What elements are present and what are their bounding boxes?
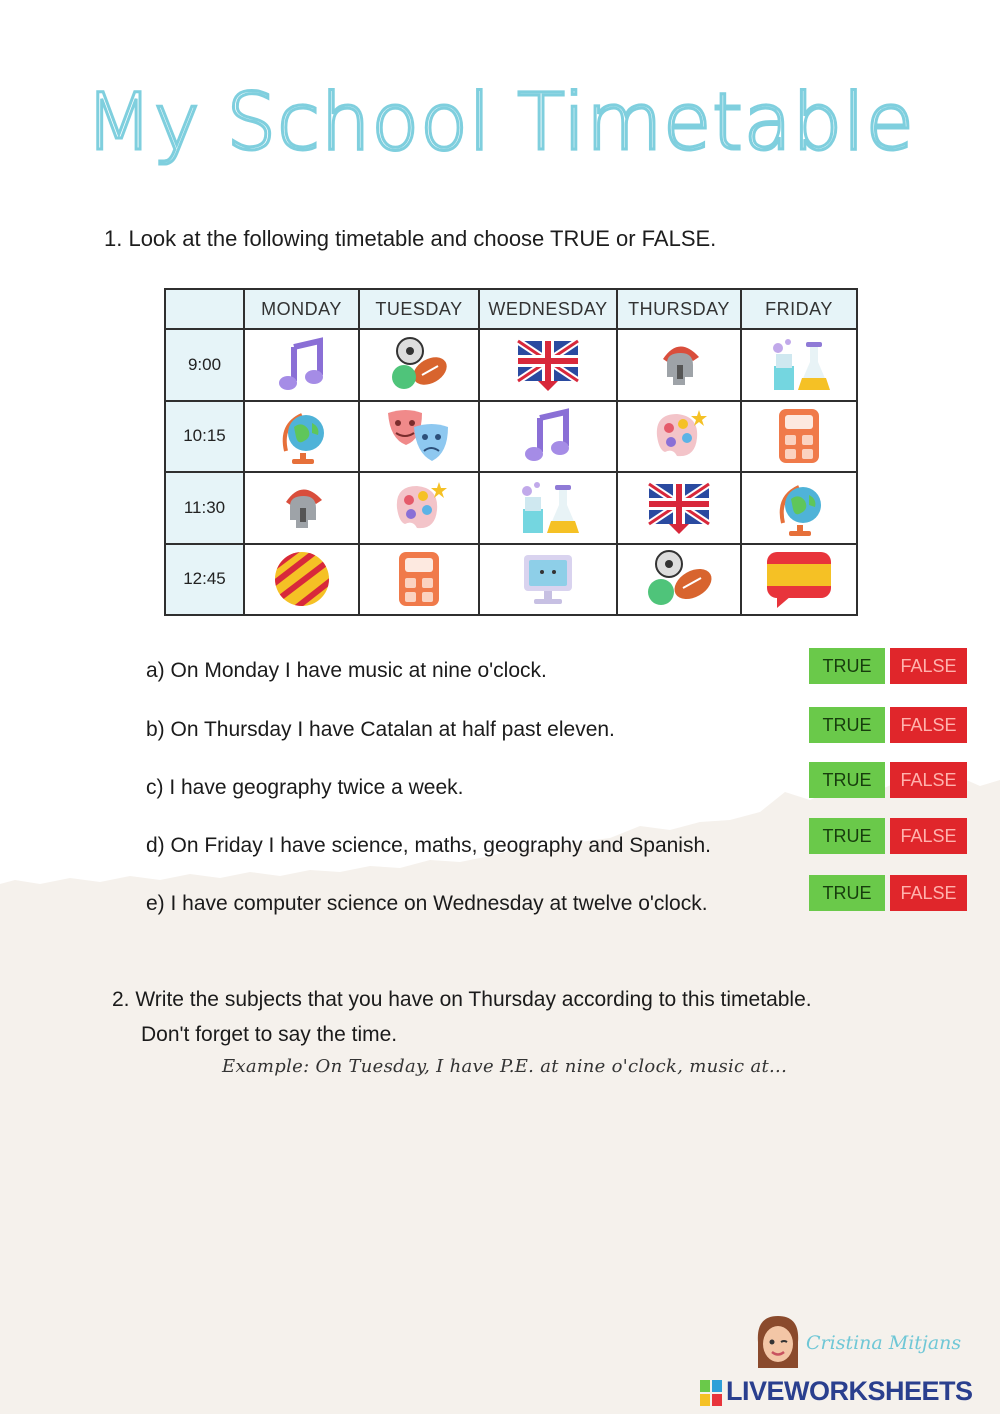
statement-c: c) I have geography twice a week. xyxy=(146,776,464,799)
question-1-instruction: 1. Look at the following timetable and choose TRUE or FALSE. xyxy=(104,226,717,251)
liveworksheets-wordmark: LIVEWORKSHEETS xyxy=(726,1376,973,1406)
true-false-group xyxy=(809,818,967,854)
liveworksheets-mark-icon xyxy=(700,1380,722,1406)
timetable-row xyxy=(165,329,857,401)
false-button[interactable]: FALSE xyxy=(890,818,967,854)
timetable xyxy=(164,288,858,616)
false-button[interactable]: FALSE xyxy=(890,762,967,798)
true-false-group xyxy=(809,875,967,911)
true-button[interactable]: TRUE xyxy=(809,818,885,854)
true-button[interactable]: TRUE xyxy=(809,648,885,684)
true-button[interactable]: TRUE xyxy=(809,762,885,798)
false-button[interactable]: FALSE xyxy=(890,648,967,684)
timetable-row xyxy=(165,472,857,544)
question-2-instruction xyxy=(112,982,812,1052)
pe-icon xyxy=(386,335,452,395)
science-icon xyxy=(513,477,583,539)
day-header: WEDNESDAY xyxy=(479,289,617,329)
time-cell: 9:00 xyxy=(165,329,244,401)
example-sentence: Example: On Tuesday, I have P.E. at nine o'clock, music at... xyxy=(222,1056,788,1077)
timetable-corner xyxy=(165,289,244,329)
question-2-line-1: 2. Write the subjects that you have on Thursday according to this timetable. xyxy=(112,988,812,1011)
true-button[interactable]: TRUE xyxy=(809,875,885,911)
timetable-row xyxy=(165,401,857,473)
art-icon xyxy=(647,406,711,466)
page-title: My School Timetable xyxy=(85,78,915,168)
true-false-group xyxy=(809,707,967,743)
author-name: Cristina Mitjans xyxy=(806,1332,962,1354)
true-false-group xyxy=(809,762,967,798)
time-cell: 10:15 xyxy=(165,401,244,473)
timetable-header-row xyxy=(165,289,857,329)
english-icon xyxy=(513,335,583,395)
english-icon xyxy=(644,478,714,538)
day-header: TUESDAY xyxy=(359,289,479,329)
maths-icon xyxy=(389,548,449,610)
false-button[interactable]: FALSE xyxy=(890,707,967,743)
art-icon xyxy=(387,478,451,538)
science-icon xyxy=(764,334,834,396)
true-button[interactable]: TRUE xyxy=(809,707,885,743)
geography-icon xyxy=(272,405,332,467)
history-icon xyxy=(649,335,709,395)
maths-icon xyxy=(769,405,829,467)
author-avatar xyxy=(752,1312,804,1372)
false-button[interactable]: FALSE xyxy=(890,875,967,911)
drama-icon xyxy=(384,405,454,467)
time-cell: 12:45 xyxy=(165,544,244,616)
history-icon xyxy=(272,478,332,538)
pe-icon xyxy=(639,548,719,610)
true-false-group xyxy=(809,648,967,684)
statement-b: b) On Thursday I have Catalan at half past eleven. xyxy=(146,718,615,741)
day-header: FRIDAY xyxy=(741,289,857,329)
spanish-icon xyxy=(763,548,835,610)
geography-icon xyxy=(769,477,829,539)
liveworksheets-logo xyxy=(700,1376,995,1410)
statement-a: a) On Monday I have music at nine o'clock. xyxy=(146,659,547,682)
music-icon xyxy=(272,335,332,395)
timetable-row xyxy=(165,544,857,616)
computer-icon xyxy=(516,549,580,609)
statement-e: e) I have computer science on Wednesday at twelve o'clock. xyxy=(146,892,708,915)
day-header: THURSDAY xyxy=(617,289,741,329)
day-header: MONDAY xyxy=(244,289,359,329)
catalan-icon xyxy=(272,549,332,609)
statement-d: d) On Friday I have science, maths, geography and Spanish. xyxy=(146,834,711,857)
music-icon xyxy=(518,406,578,466)
question-2-line-2: Don't forget to say the time. xyxy=(141,1023,398,1046)
time-cell: 11:30 xyxy=(165,472,244,544)
